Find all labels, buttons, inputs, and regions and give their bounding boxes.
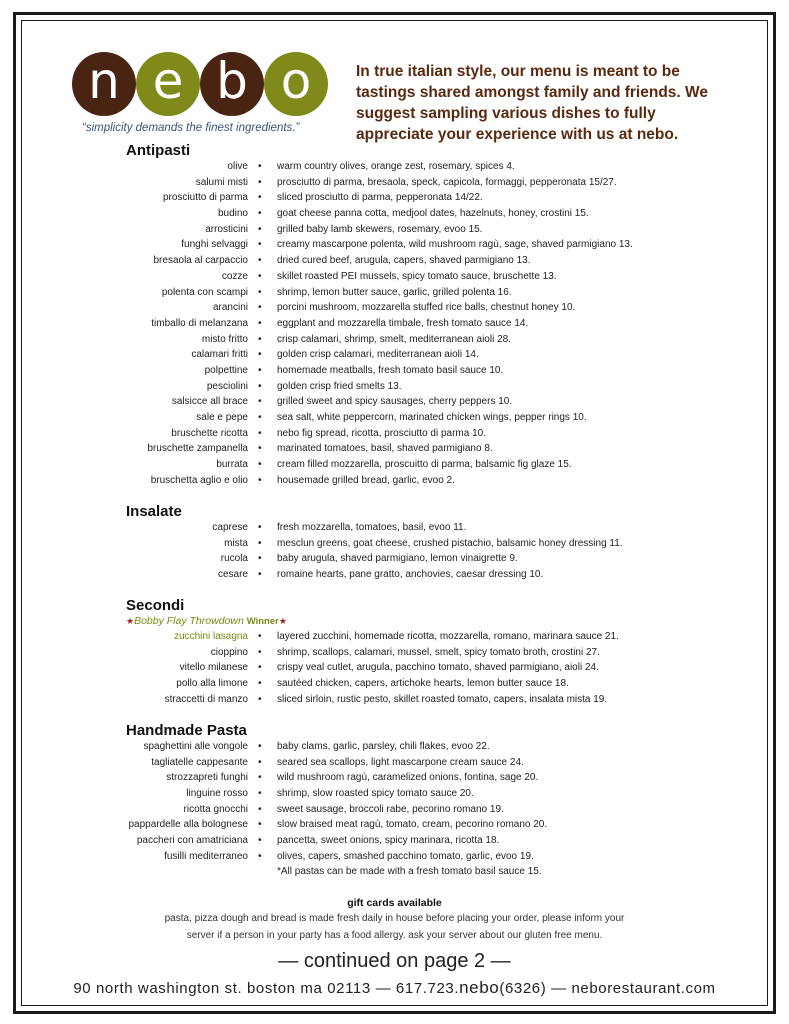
menu-item-description: goat cheese panna cotta, medjool dates, hazelnuts, honey, crostini 15. [277, 208, 589, 220]
star-icon: ★ [278, 616, 287, 626]
menu-item-description: shrimp, slow roasted spicy tomato sauce 20. [277, 788, 474, 800]
menu-item [0, 536, 789, 552]
intro-text: In true italian style, our menu is meant to be tastings shared amongst family and friends. We suggest sampling various dishes to fully appreciate your experience with us at nebo. [356, 63, 708, 143]
menu-item [0, 206, 789, 222]
menu-item-name: polenta con scampi [161, 286, 248, 298]
menu-item [0, 222, 789, 238]
menu-item-name: cioppino [210, 646, 248, 658]
menu-item-name: straccetti di manzo [164, 693, 248, 705]
menu-item [0, 441, 789, 457]
allergy-note-line-1: pasta, pizza dough and bread is made fresh daily in house before placing your order, please inform your [164, 913, 625, 924]
bullet-icon: • [258, 317, 262, 329]
continued-notice: — continued on page 2 — [278, 950, 511, 972]
logo-circle-o: o [264, 52, 328, 116]
menu-item-description: wild mushroom ragù, caramelized onions, fontina, sage 20. [277, 772, 539, 784]
menu-item [0, 849, 789, 865]
menu-item [0, 159, 789, 175]
bullet-icon: • [258, 239, 262, 251]
menu-item-description: marinated tomatoes, basil, shaved parmigiano 8. [277, 443, 493, 455]
menu-item-name: ricotta gnocchi [183, 803, 248, 815]
menu-item-name: pollo alla limone [176, 678, 248, 690]
menu-item [0, 363, 789, 379]
menu-item-description: warm country olives, orange zest, rosemary, spices 4. [277, 161, 515, 172]
menu-item [0, 739, 789, 755]
menu-item-name: timballo di melanzana [151, 317, 248, 329]
bullet-icon: • [258, 364, 262, 376]
menu-item-description: nebo fig spread, ricotta, prosciutto di parma 10. [277, 427, 487, 439]
menu-item-description: pancetta, sweet onions, spicy marinara, ricotta 18. [277, 835, 500, 847]
section-title-insalate: Insalate [126, 503, 182, 520]
menu-item [0, 316, 789, 332]
throwdown-winner-label [126, 615, 287, 627]
secondi-list [0, 629, 789, 707]
bullet-icon: • [258, 850, 262, 862]
bullet-icon: • [258, 208, 262, 220]
menu-item-description: eggplant and mozzarella timbale, fresh tomato sauce 14. [277, 317, 529, 329]
menu-item [0, 190, 789, 206]
bullet-icon: • [258, 474, 262, 486]
menu-item [0, 347, 789, 363]
bullet-icon: • [258, 678, 262, 690]
winner-word: Winner [246, 616, 279, 627]
menu-item [0, 300, 789, 316]
menu-item-description: crisp calamari, shrimp, smelt, mediterranean aioli 28. [277, 333, 511, 345]
menu-item-description: dried cured beef, arugula, capers, shaved parmigiano 13. [277, 255, 531, 267]
bullet-icon: • [258, 443, 262, 455]
menu-item-name: pesciolini [206, 380, 248, 392]
menu-item-name: pappardelle alla bolognese [128, 819, 248, 831]
bullet-icon: • [258, 380, 262, 392]
bullet-icon: • [258, 223, 262, 235]
bullet-icon: • [258, 396, 262, 408]
menu-item-name: bruschette ricotta [171, 427, 248, 439]
menu-item-description: cream filled mozzarella, proscuitto di parma, balsamic fig glaze 15. [277, 459, 572, 471]
menu-item-name: tagliatelle cappesante [151, 756, 248, 768]
bullet-icon: • [258, 553, 262, 565]
menu-item-name: paccheri con amatriciana [136, 835, 248, 847]
menu-item [0, 567, 789, 583]
bullet-icon: • [258, 412, 262, 423]
bullet-icon: • [258, 631, 262, 642]
menu-item-description: homemade meatballs, fresh tomato basil sauce 10. [277, 364, 504, 376]
menu-item-description: mesclun greens, goat cheese, crushed pistachio, balsamic honey dressing 11. [277, 537, 623, 549]
menu-item-name: salumi misti [195, 176, 248, 188]
menu-item-name: fusilli mediterraneo [164, 850, 248, 862]
menu-item-name: rucola [220, 553, 248, 565]
bullet-icon: • [258, 302, 262, 314]
menu-item-name: salsicce all brace [171, 396, 248, 408]
menu-item-description: seared sea scallops, light mascarpone cream sauce 24. [277, 756, 524, 768]
menu-item [0, 770, 789, 786]
address-line [0, 978, 789, 998]
bullet-icon: • [258, 772, 262, 784]
bullet-icon: • [258, 333, 262, 345]
bullet-icon: • [258, 741, 262, 752]
menu-item-name: caprese [212, 522, 248, 533]
menu-item [0, 551, 789, 567]
menu-item-name: calamari fritti [191, 349, 248, 361]
bullet-icon: • [258, 161, 262, 172]
menu-item [0, 426, 789, 442]
phone-nebo: nebo [459, 978, 500, 997]
menu-item-name: misto fritto [201, 333, 248, 345]
menu-item-name: bruschette zampanella [147, 443, 248, 455]
nebo-logo [72, 50, 332, 118]
menu-item-description: sea salt, white peppercorn, marinated chicken wings, pepper rings 10. [277, 412, 587, 423]
menu-item [0, 379, 789, 395]
menu-item [0, 802, 789, 818]
menu-item [0, 473, 789, 489]
menu-item [0, 237, 789, 253]
bullet-icon: • [258, 693, 262, 705]
menu-item-description: prosciutto di parma, bresaola, speck, capicola, formaggi, pepperonata 15/27. [277, 176, 617, 188]
insalate-list [0, 520, 789, 583]
bullet-icon: • [258, 788, 262, 800]
menu-item-description: grilled baby lamb skewers, rosemary, evoo 15. [277, 223, 483, 235]
menu-item-description: shrimp, scallops, calamari, mussel, smelt, spicy tomato broth, crostini 27. [277, 646, 600, 658]
logo-circle-e: e [136, 52, 200, 116]
menu-item [0, 645, 789, 661]
section-title-secondi: Secondi [126, 597, 185, 614]
bullet-icon: • [258, 803, 262, 815]
logo-circle-b: b [200, 52, 264, 116]
menu-item-description: baby clams, garlic, parsley, chili flakes, evoo 22. [277, 741, 490, 752]
bullet-icon: • [258, 349, 262, 361]
tagline: “simplicity demands the finest ingredients.” [82, 122, 300, 134]
menu-item-name: polpettine [204, 364, 248, 376]
menu-item [0, 629, 789, 645]
menu-item-description: baby arugula, shaved parmigiano, lemon vinaigrette 9. [277, 553, 518, 565]
bullet-icon: • [258, 569, 262, 581]
menu-item-description: sweet sausage, broccoli rabe, pecorino romano 19. [277, 803, 504, 815]
antipasti-list [0, 159, 789, 488]
menu-item [0, 660, 789, 676]
menu-item-description: golden crisp calamari, mediterranean aioli 14. [277, 349, 479, 361]
menu-item-name: budino [217, 208, 248, 220]
menu-item [0, 285, 789, 301]
menu-item-description: skillet roasted PEI mussels, spicy tomato sauce, bruschette 13. [277, 270, 557, 282]
menu-item [0, 410, 789, 426]
menu-item-name: burrata [216, 459, 248, 471]
bullet-icon: • [258, 176, 262, 188]
allergy-note-line-2: server if a person in your party has a food allergy. ask your server about our gluten free menu. [186, 930, 603, 941]
menu-item [0, 520, 789, 536]
menu-item-name: zucchini lasagna [174, 631, 248, 642]
menu-item-name: arancini [212, 302, 248, 314]
address-suffix: (6326) — neborestaurant.com [499, 980, 716, 997]
menu-item-description: golden crisp fried smelts 13. [277, 380, 402, 392]
menu-item-name: bresaola al carpaccio [153, 255, 248, 267]
menu-item-description: creamy mascarpone polenta, wild mushroom ragù, sage, shaved parmigiano 13. [277, 239, 633, 251]
bullet-icon: • [258, 286, 262, 298]
menu-item-name: mista [224, 537, 248, 549]
bullet-icon: • [258, 522, 262, 533]
menu-item [0, 332, 789, 348]
menu-item-description: crispy veal cutlet, arugula, pacchino tomato, shaved parmigiano, aioli 24. [277, 662, 599, 674]
bullet-icon: • [258, 537, 262, 549]
menu-item [0, 817, 789, 833]
menu-item-description: grilled sweet and spicy sausages, cherry peppers 10. [277, 396, 513, 408]
menu-item-name: spaghettini alle vongole [143, 741, 248, 752]
menu-item [0, 457, 789, 473]
menu-item-description: fresh mozzarella, tomatoes, basil, evoo 11. [277, 522, 467, 533]
menu-item-name: bruschetta aglio e olio [150, 474, 248, 486]
bullet-icon: • [258, 819, 262, 831]
bullet-icon: • [258, 756, 262, 768]
menu-item [0, 676, 789, 692]
bullet-icon: • [258, 255, 262, 267]
star-icon: ★ [126, 616, 135, 626]
menu-item-name: prosciutto di parma [162, 192, 248, 204]
menu-item-description: slow braised meat ragù, tomato, cream, pecorino romano 20. [277, 819, 548, 831]
pasta-list [0, 739, 789, 865]
menu-item-description: housemade grilled bread, garlic, evoo 2. [277, 474, 455, 486]
bullet-icon: • [258, 835, 262, 847]
bullet-icon: • [258, 646, 262, 658]
menu-item-name: cesare [217, 569, 248, 581]
menu-item-description: shrimp, lemon butter sauce, garlic, grilled polenta 16. [277, 286, 512, 298]
bullet-icon: • [258, 662, 262, 674]
menu-item [0, 394, 789, 410]
menu-item [0, 786, 789, 802]
menu-item-name: funghi selvaggi [181, 239, 248, 251]
bullet-icon: • [258, 192, 262, 204]
menu-item [0, 692, 789, 708]
address-prefix: 90 north washington st. boston ma 02113 — 617.723. [73, 980, 460, 997]
menu-item-description: sautéed chicken, capers, artichoke hearts, lemon butter sauce 18. [277, 678, 569, 690]
menu-item [0, 175, 789, 191]
menu-item [0, 755, 789, 771]
menu-item-description: sliced prosciutto di parma, pepperonata 14/22. [277, 192, 483, 204]
menu-item-name: vitello milanese [179, 662, 248, 674]
bullet-icon: • [258, 427, 262, 439]
section-title-antipasti: Antipasti [126, 142, 191, 159]
bullet-icon: • [258, 270, 262, 282]
menu-item-description: sliced sirloin, rustic pesto, skillet roasted tomato, capers, insalata mista 19. [277, 693, 608, 705]
menu-item-description: romaine hearts, pane gratto, anchovies, caesar dressing 10. [277, 569, 544, 581]
menu-item-name: olive [227, 161, 248, 172]
menu-item-name: cozze [221, 270, 248, 282]
winner-show-name: Bobby Flay Throwdown [134, 615, 244, 627]
menu-item-description: porcini mushroom, mozzarella stuffed rice balls, chestnut honey 10. [277, 302, 576, 314]
menu-item-description: layered zucchini, homemade ricotta, mozzarella, romano, marinara sauce 21. [277, 631, 619, 642]
menu-item [0, 833, 789, 849]
menu-item-name: strozzapreti funghi [166, 772, 248, 784]
menu-item-name: linguine rosso [186, 788, 248, 800]
menu-item-name: sale e pepe [196, 412, 248, 423]
pasta-note: *All pastas can be made with a fresh tomato basil sauce 15. [277, 866, 542, 877]
section-title-handmade-pasta: Handmade Pasta [126, 722, 247, 739]
bullet-icon: • [258, 459, 262, 471]
logo-circle-n: n [72, 52, 136, 116]
menu-item-description: olives, capers, smashed pacchino tomato, garlic, evoo 19. [277, 850, 534, 862]
menu-item-name: arrosticini [205, 223, 248, 235]
menu-item [0, 269, 789, 285]
menu-item [0, 253, 789, 269]
gift-cards-notice: gift cards available [347, 897, 442, 909]
